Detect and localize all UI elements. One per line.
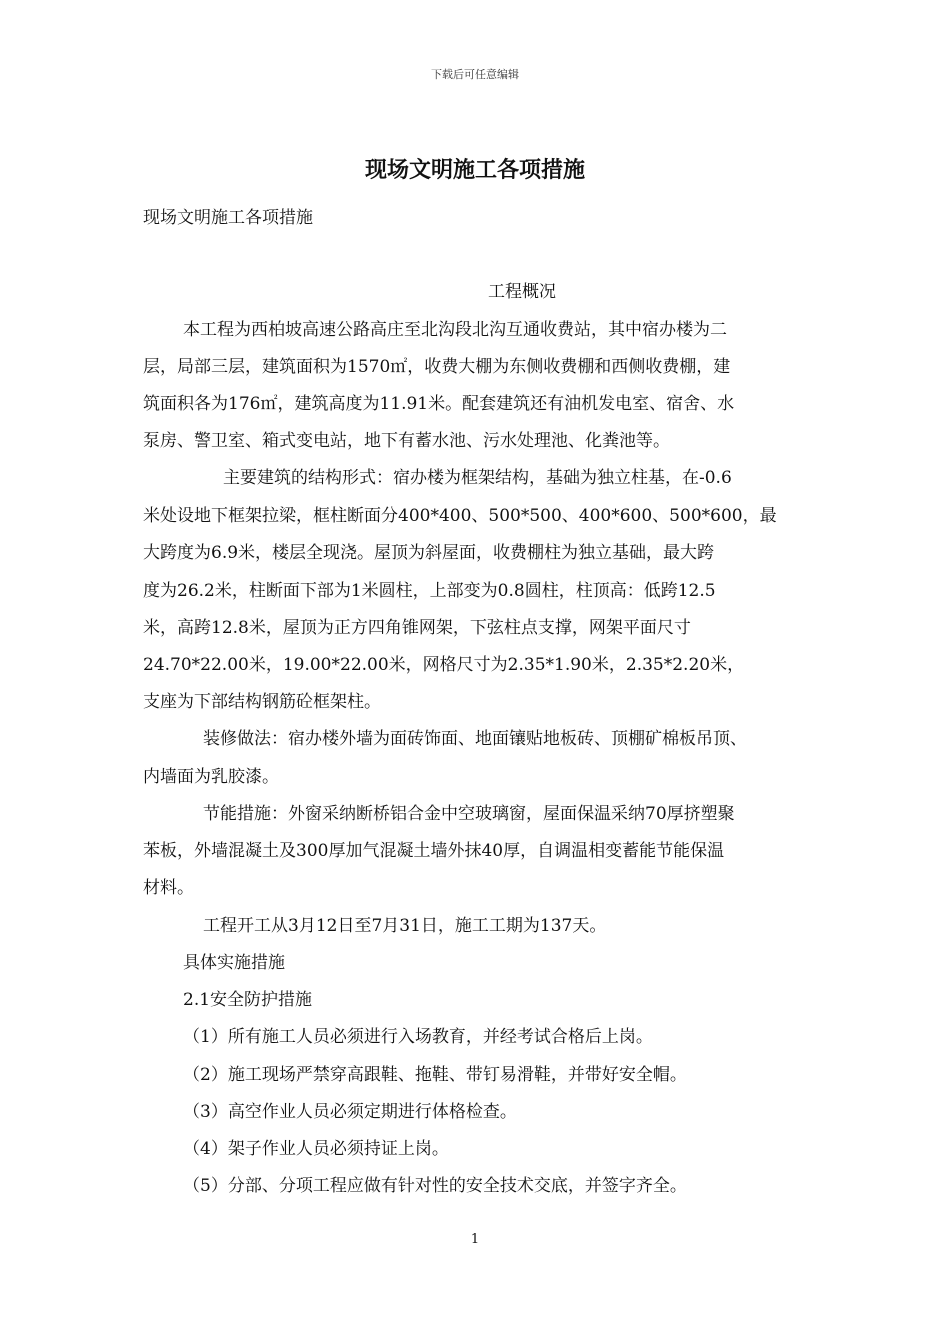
paragraph-line: 24.70*22.00米，19.00*22.00米，网格尺寸为2.35*1.90米，2.35*2.20米， (143, 655, 745, 675)
page-number: 1 (470, 1232, 480, 1247)
paragraph-line: 苯板，外墙混凝土及300厚加气混凝土墙外抹40厚，自调温相变蓄能节能保温 (143, 841, 725, 861)
paragraph-line: 材料。 (143, 878, 194, 898)
paragraph-line: 泵房、警卫室、箱式变电站，地下有蓄水池、污水处理池、化粪池等。 (143, 431, 670, 451)
list-item: （2）施工现场严禁穿高跟鞋、拖鞋、带钉易滑鞋，并带好安全帽。 (183, 1065, 687, 1085)
list-item: （3）高空作业人员必须定期进行体格检查。 (183, 1102, 517, 1122)
subsection-heading: 2.1安全防护措施 (183, 990, 313, 1010)
paragraph-line: 内墙面为乳胶漆。 (143, 767, 279, 787)
paragraph-line: 米处设地下框架拉梁，框柱断面分400*400、500*500、400*600、500*600，最 (143, 506, 777, 526)
paragraph-line: 层，局部三层，建筑面积为1570㎡，收费大棚为东侧收费棚和西侧收费棚，建 (143, 357, 731, 377)
paragraph-line: 具体实施措施 (183, 953, 285, 973)
paragraph-line: 本工程为西柏坡高速公路高庄至北沟段北沟互通收费站，其中宿办楼为二 (183, 320, 727, 340)
list-item: （4）架子作业人员必须持证上岗。 (183, 1139, 449, 1159)
paragraph-line: 节能措施：外窗采纳断桥铝合金中空玻璃窗，屋面保温采纳70厚挤塑聚 (203, 804, 735, 824)
paragraph-line: 主要建筑的结构形式：宿办楼为框架结构，基础为独立柱基，在-0.6 (223, 468, 732, 488)
section-heading: 工程概况 (488, 282, 556, 302)
paragraph-line: 装修做法：宿办楼外墙为面砖饰面、地面镶贴地板砖、顶棚矿棉板吊顶、 (203, 729, 747, 749)
paragraph-line: 大跨度为6.9米，楼层全现浇。屋顶为斜屋面，收费棚柱为独立基础，最大跨 (143, 543, 715, 563)
paragraph-line: 工程开工从3月12日至7月31日，施工工期为137天。 (203, 916, 607, 936)
document-title: 现场文明施工各项措施 (364, 158, 585, 183)
header-note: 下载后可任意编辑 (431, 68, 519, 81)
list-item: （1）所有施工人员必须进行入场教育，并经考试合格后上岗。 (183, 1027, 653, 1047)
paragraph-line: 支座为下部结构钢筋砼框架柱。 (143, 692, 381, 712)
paragraph-line: 度为26.2米，柱断面下部为1米圆柱，上部变为0.8圆柱，柱顶高：低跨12.5 (143, 581, 716, 601)
paragraph-line: 筑面积各为176㎡，建筑高度为11.91米。配套建筑还有油机发电室、宿舍、水 (143, 394, 735, 414)
list-item: （5）分部、分项工程应做有针对性的安全技术交底，并签字齐全。 (183, 1176, 687, 1196)
paragraph-line: 米，高跨12.8米，屋顶为正方四角锥网架，下弦柱点支撑，网架平面尺寸 (143, 618, 691, 638)
subtitle: 现场文明施工各项措施 (143, 208, 313, 228)
